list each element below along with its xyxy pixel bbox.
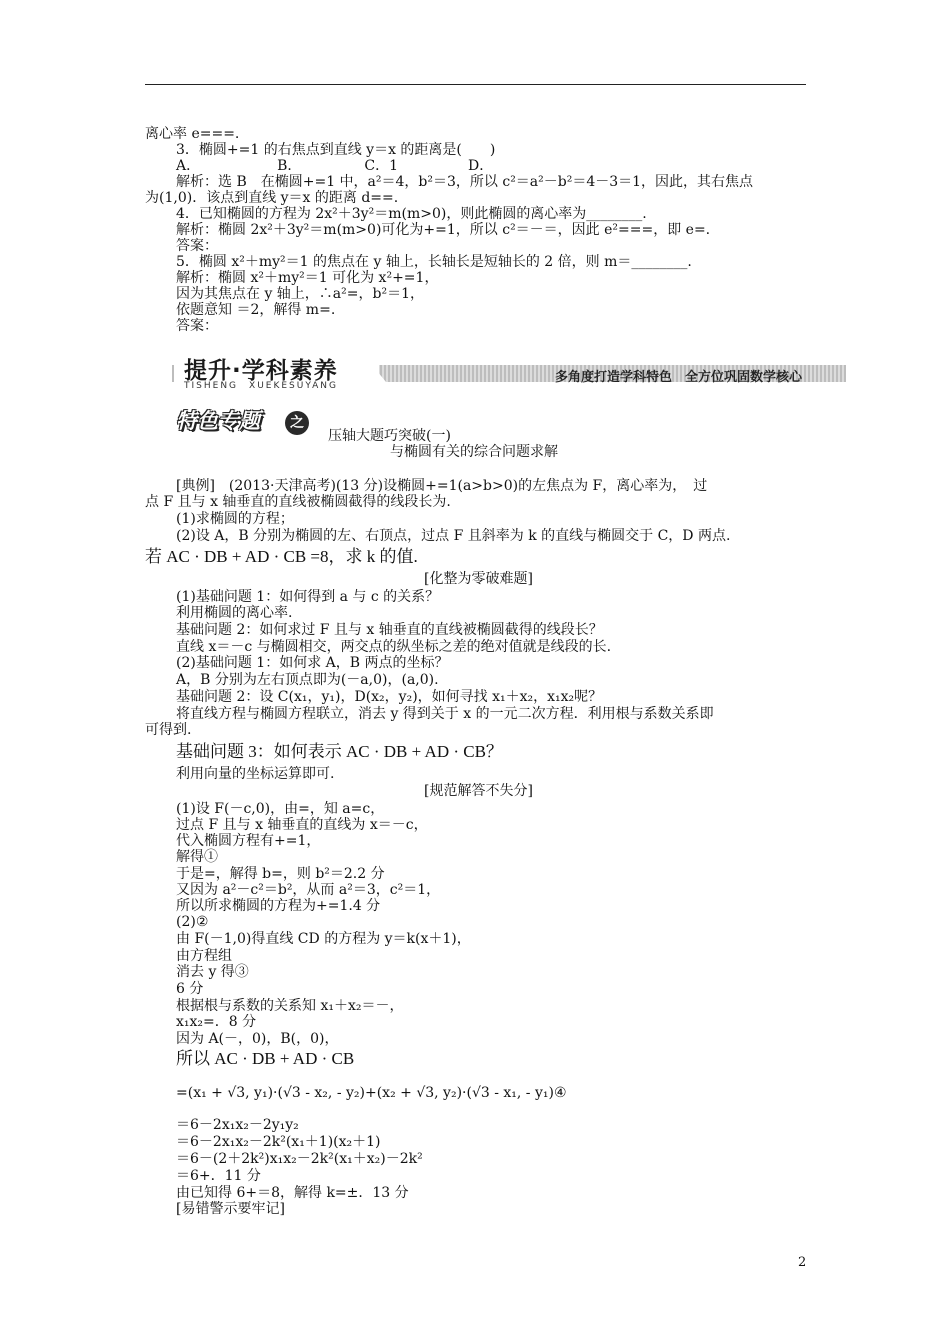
text-line: 利用向量的坐标运算即可. [176, 766, 335, 782]
vector-line: 若 AC · DB + AD · CB =8，求 k 的值. [145, 547, 418, 566]
text-line: 将直线方程与椭圆方程联立，消去 y 得到关于 x 的一元二次方程．利用根与系数关系即 [176, 706, 714, 722]
text-line: 利用椭圆的离心率. [176, 605, 293, 621]
text-line: 离心率 e===. [145, 126, 240, 142]
text-line: A，B 分别为左右顶点即为(－a,0)，(a,0). [176, 672, 439, 688]
section-title: 压轴大题巧突破(一) [328, 428, 451, 444]
text-line: 答案： [176, 238, 218, 254]
section-banner [172, 354, 846, 391]
text-line: 为(1,0)．该点到直线 y＝x 的距离 d==. [145, 190, 399, 206]
text-line: ＝6+．11 分 [176, 1168, 261, 1184]
text-line: 解得① [176, 849, 218, 865]
text-line: ＝6－(2＋2k²)x₁x₂－2k²(x₁＋x₂)－2k² [176, 1151, 423, 1167]
banner-title-box [174, 354, 379, 391]
subsection-heading: [规范解答不失分] [424, 783, 533, 799]
vector-line: 所以 AC · DB + AD · CB [176, 1049, 355, 1068]
text-line: 4．已知椭圆的方程为 2x²＋3y²＝m(m>0)，则此椭圆的离心率为________. [176, 206, 647, 222]
text-line: 因为 A(－，0)，B(，0)， [176, 1031, 339, 1047]
text-line: (1)求椭圆的方程； [176, 511, 294, 527]
text-line: 于是=，解得 b=，则 b²＝2.2 分 [176, 866, 385, 882]
formula-line: =(x₁ + √3, y₁)·(√3 - x₂, - y₂)+(x₂ + √3, y₂)·(√3 - x₁, - y₁)④ [176, 1085, 567, 1101]
page-number: 2 [798, 1255, 807, 1270]
text-line: ＝6－2x₁x₂－2k²(x₁＋1)(x₂＋1) [176, 1134, 381, 1150]
topic-badge [176, 405, 312, 437]
text-line: 解析：选 B 在椭圆+=1 中，a²＝4，b²＝3，所以 c²＝a²－b²＝4－3＝1，因此，其右焦点 [176, 174, 754, 190]
text-line: ＝6－2x₁x₂－2y₁y₂ [176, 1117, 299, 1133]
text-line: 点 F 且与 x 轴垂直的直线被椭圆截得的线段长为. [145, 494, 451, 510]
text-line: x₁x₂=．8 分 [176, 1014, 257, 1030]
banner-slant [372, 365, 386, 382]
text-line: 解析：椭圆 2x²＋3y²＝m(m>0)可化为+=1，所以 c²＝－＝，因此 e²===，即 e=. [176, 222, 711, 238]
banner-pinyin: TISHENG XUEKESUYANG [184, 381, 339, 391]
text-line: 消去 y 得③ [176, 964, 249, 980]
badge-circle: 之 [285, 411, 309, 435]
text-line: (2)② [176, 914, 209, 930]
banner-title: 提升·学科素养 [184, 358, 338, 384]
text-line: 由已知得 6+＝8，解得 k=±．13 分 [176, 1185, 409, 1201]
text-line: 6 分 [176, 981, 204, 997]
text-line: 解析：椭圆 x²＋my²＝1 可化为 x²+=1， [176, 270, 439, 286]
badge-text: 特色专题 [176, 409, 260, 433]
text-line: 过点 F 且与 x 轴垂直的直线为 x＝－c， [176, 817, 428, 833]
text-line: [易错警示要牢记] [176, 1201, 285, 1217]
text-line: 根据根与系数的关系知 x₁＋x₂＝－， [176, 998, 404, 1014]
text-line: (2)基础问题 1：如何求 A，B 两点的坐标？ [176, 655, 449, 671]
text-line: 代入椭圆方程有+=1， [176, 833, 321, 849]
section-subtitle: 与椭圆有关的综合问题求解 [390, 444, 558, 460]
text-line: 答案： [176, 318, 218, 334]
text-line: 又因为 a²－c²＝b²，从而 a²＝3，c²＝1， [176, 882, 441, 898]
text-line: A． B． C．1 D． [176, 158, 494, 174]
text-line: 可得到. [145, 722, 192, 738]
text-line: (2)设 A，B 分别为椭圆的左、右顶点，过点 F 且斜率为 k 的直线与椭圆交于 C，D 两点. [176, 528, 731, 544]
text-line: 因为其焦点在 y 轴上，∴a²=，b²＝1， [176, 286, 424, 302]
text-line: [典例] (2013·天津高考)(13 分)设椭圆+=1(a>b>0)的左焦点为 F，离心率为， 过 [176, 478, 708, 494]
text-line: 基础问题 2：如何求过 F 且与 x 轴垂直的直线被椭圆截得的线段长？ [176, 622, 603, 638]
vector-line: 基础问题 3：如何表示 AC · DB + AD · CB？ [176, 742, 503, 761]
text-line: 5．椭圆 x²＋my²＝1 的焦点在 y 轴上，长轴长是短轴长的 2 倍，则 m＝________. [176, 254, 692, 270]
text-line: 由方程组 [176, 948, 232, 964]
banner-slogan: 多角度打造学科特色 全方位巩固数学核心 [554, 370, 802, 385]
text-line: 3．椭圆+=1 的右焦点到直线 y＝x 的距离是( ) [176, 142, 496, 158]
subsection-heading: [化整为零破难题] [424, 571, 533, 587]
text-line: (1)设 F(－c,0)，由=，知 a=c， [176, 801, 385, 817]
text-line: 依题意知 ＝2，解得 m=. [176, 302, 336, 318]
header-rule [145, 84, 806, 85]
text-line: (1)基础问题 1：如何得到 a 与 c 的关系？ [176, 589, 440, 605]
text-line: 所以所求椭圆的方程为+=1.4 分 [176, 898, 381, 914]
text-line: 直线 x＝－c 与椭圆相交，两交点的纵坐标之差的绝对值就是线段的长. [176, 639, 612, 655]
text-line: 由 F(－1,0)得直线 CD 的方程为 y＝k(x＋1)， [176, 931, 471, 947]
text-line: 基础问题 2：设 C(x₁，y₁)，D(x₂，y₂)，如何寻找 x₁＋x₂，x₁x₂呢？ [176, 689, 603, 705]
